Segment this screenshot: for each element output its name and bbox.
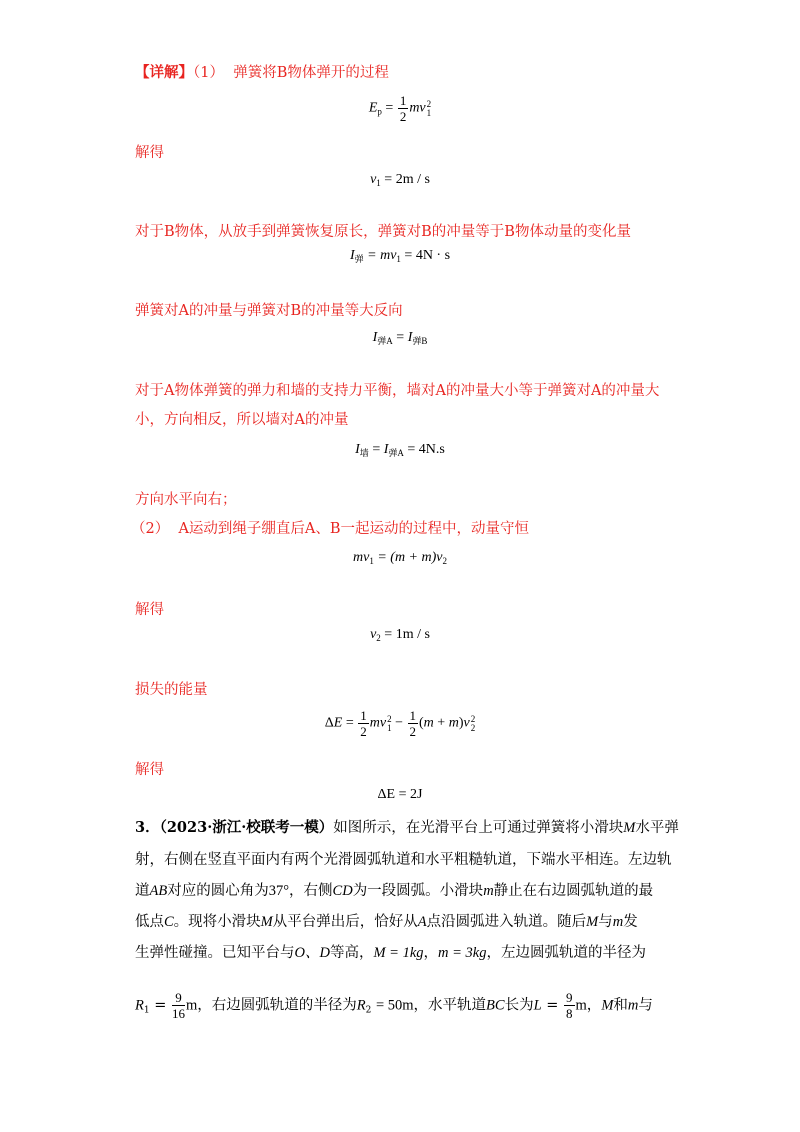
- eq1-sub: p: [377, 106, 382, 117]
- eq1-sub1: 1: [426, 107, 432, 118]
- eq1-frac-num: 1: [399, 93, 407, 108]
- p3-r1-sub: 1: [143, 1005, 150, 1016]
- part1-text: 弹簧将B物体弹开的过程: [233, 65, 389, 81]
- p3-l3a: 道: [135, 883, 150, 899]
- b-impulse-text: 对于B物体，从放手到弹簧恢复原长，弹簧对B的冲量等于B物体动量的变化量: [135, 224, 631, 240]
- p3-sym-M-2: M: [260, 914, 273, 930]
- eq6-lhs: mv: [353, 550, 370, 565]
- solution-heading: [135, 63, 389, 83]
- eq1-rhs: mv: [409, 100, 426, 116]
- p3-text1: 如图所示，在光滑平台上可通过弹簧将小滑块: [333, 820, 624, 836]
- wall-text-2: 小，方向相反，所以墙对A的冲量: [135, 412, 349, 428]
- part2-text: A运动到绳子绷直后A、B一起运动的过程中，动量守恒: [178, 521, 530, 537]
- eq5-sub-a: 弹A: [388, 448, 404, 458]
- eq2-sub: 1: [376, 178, 381, 188]
- p3-l-num: 9: [566, 990, 573, 1005]
- equation-delta-e-result: ΔE = 2J: [377, 787, 423, 802]
- detail-tag: 【详解】: [135, 64, 193, 81]
- eq3-sub1: 1: [396, 254, 401, 264]
- p3-r2: R: [356, 997, 366, 1014]
- p3-l6a: ，右边圆弧轨道的半径为: [197, 997, 357, 1014]
- p3-r1-num: 9: [172, 990, 185, 1006]
- p3-r2-sub: 2: [365, 1005, 372, 1016]
- p3-l4a: 低点: [135, 914, 164, 930]
- p3-l4b: 。现将小滑块: [173, 914, 261, 930]
- problem-source: （2023·浙江·校联考一模）: [159, 819, 334, 836]
- p3-sym-m-1: m: [483, 883, 494, 899]
- p3-l3c: ，右侧: [289, 883, 333, 899]
- eq6-sub1: 1: [369, 556, 374, 566]
- p3-r2-val: = 50m: [375, 997, 414, 1014]
- problem3-line4: [135, 912, 638, 932]
- p3-text1b: 水平弹: [635, 820, 679, 836]
- p3-l3b: 对应的圆心角为: [167, 883, 269, 899]
- eq1-fraction: [398, 93, 409, 124]
- eq3-mid: = mv: [367, 248, 397, 263]
- p3-r1-unit: m: [185, 997, 198, 1014]
- eq1-frac-den: 2: [399, 109, 407, 124]
- p3-eq-M: M = 1kg: [373, 945, 424, 961]
- eq3-sub: 弹: [354, 254, 364, 264]
- eq5-tail: = 4N.s: [407, 442, 445, 457]
- p3-sym-OD: O、D: [294, 945, 330, 961]
- eq8-sub2: 2: [470, 722, 476, 733]
- equation-v1: $v_1 = 2m / s$: [370, 172, 430, 188]
- eq7-rhs: = 1m / s: [384, 627, 430, 642]
- p3-l4f: 发: [623, 914, 638, 930]
- eq6-rhs: = (m + m)v: [377, 550, 443, 565]
- problem3-line3: [135, 881, 653, 901]
- eq8-frac2-num: 1: [409, 708, 416, 723]
- solve-word-2: 解得: [135, 602, 164, 618]
- eq7-sub: 2: [376, 633, 381, 643]
- p3-l6c: 长为: [504, 997, 534, 1014]
- eq2-rhs: = 2m / s: [384, 172, 430, 187]
- p3-l3d: 为一段圆弧。小滑块: [352, 883, 484, 899]
- equation-ep: $E_p$ = $\frac{1}{2}$ mv 2 1: [368, 93, 432, 124]
- eq8-sub1: 1: [387, 722, 392, 733]
- p3-r1-den: 16: [171, 1006, 185, 1021]
- eq8-sup1: 2: [387, 713, 392, 724]
- problem3-line1: [135, 818, 679, 838]
- p3-l4c: 从平台弹出后，恰好从: [272, 914, 418, 930]
- p3-l-frac: [564, 990, 575, 1021]
- eq8-frac-1: [358, 708, 369, 739]
- p3-l6d: 和: [613, 997, 628, 1014]
- eq1-lhs: E: [368, 100, 378, 116]
- problem3-line6: $R_1$ = $\frac{9}{16}$ m，右边圆弧轨道的半径为$R_2 = 50m$，水平轨道BC长为L = $\frac{9}{8}$ m，M和m与: [135, 990, 653, 1021]
- p3-sym-AB: AB: [149, 883, 168, 899]
- p3-l4d: 点沿圆弧进入轨道。随后: [426, 914, 587, 930]
- p3-l5a: 生弹性碰撞。已知平台与: [135, 945, 295, 961]
- problem-number: 3．: [135, 819, 160, 836]
- eq3-tail: = 4N · s: [404, 248, 451, 263]
- equal-impulse-text: 弹簧对A的冲量与弹簧对B的冲量等大反向: [135, 303, 403, 319]
- p3-l6e: 与: [638, 997, 653, 1014]
- p3-sym-CD: CD: [332, 883, 353, 899]
- eq8-frac-2: [408, 708, 419, 739]
- solve-word-3: 解得: [135, 762, 164, 778]
- p3-l3e: 静止在右边圆弧轨道的最: [493, 883, 654, 899]
- p3-r1-frac: [172, 990, 185, 1021]
- p3-sym-m-3: m: [627, 997, 639, 1014]
- equation-ia-ib: $I_{弹A} = I_{弹B}$: [372, 330, 428, 346]
- p3-sym-M-1: M: [623, 820, 636, 836]
- p3-sym-M-3: M: [586, 914, 599, 930]
- eq8-sup2: 2: [470, 713, 476, 724]
- equation-v2: $v_2 = 1m / s$: [370, 627, 430, 643]
- eq8-subsup-1: [387, 715, 392, 733]
- p3-l5b: 等高，: [329, 945, 374, 961]
- eq6-sub2: 2: [442, 556, 447, 566]
- eq1-sup: 2: [426, 98, 432, 109]
- eq4-sub-b: 弹B: [412, 336, 428, 346]
- eq1-subsup: [427, 100, 432, 118]
- equation-delta-e: ΔE = $\frac{1}{2}$ mv 2 1 − $\frac{1}{2}$ (m + m)v 2 2: [324, 708, 476, 739]
- eq8-frac2-den: 2: [409, 724, 416, 739]
- p3-l6b: ，水平轨道: [413, 997, 487, 1014]
- equation-i-spring: $I_弹 = mv_1 = 4N \cdot s$: [349, 248, 451, 264]
- p3-sym-m-2: m: [612, 914, 624, 930]
- problem3-line2: 射，右侧在竖直平面内有两个光滑圆弧轨道和水平粗糙轨道，下端水平相连。左边轨: [135, 852, 672, 868]
- solve-word-1: 解得: [135, 145, 164, 161]
- p3-sym-M-4: M: [601, 997, 614, 1014]
- p3-l4e: 与: [598, 914, 613, 930]
- part1-prefix: （1）: [193, 65, 224, 81]
- equation-momentum: [0, 550, 800, 566]
- p3-sym-C: C: [164, 914, 174, 930]
- eq8-subsup-2: [471, 715, 476, 733]
- eq4-sub-a: 弹A: [377, 336, 393, 346]
- p3-l5c: ，左边圆弧轨道的半径为: [486, 945, 646, 961]
- direction-text: 方向水平向右；: [135, 492, 237, 508]
- p3-sym-BC: BC: [486, 997, 505, 1014]
- wall-text-1: 对于A物体弹簧的弹力和墙的支持力平衡，墙对A的冲量大小等于弹簧对A的冲量大: [135, 383, 660, 399]
- energy-loss-text: 损失的能量: [135, 682, 208, 698]
- eq8-frac1-den: 2: [360, 724, 367, 739]
- part2-heading: [131, 519, 529, 539]
- p3-eq-m: m = 3kg: [438, 945, 487, 961]
- p3-l-unit: m，: [575, 997, 602, 1014]
- eq5-sub-wall: 墙: [359, 448, 369, 458]
- equation-i-wall: $I_墙 = I_{弹A} = 4N.s$: [355, 442, 445, 458]
- part2-prefix: （2）: [131, 521, 170, 537]
- p3-l-den: 8: [566, 1006, 573, 1021]
- p3-sym-angle: 37°: [268, 883, 290, 899]
- p3-sym-A: A: [417, 914, 427, 930]
- eq8-frac1-num: 1: [360, 708, 367, 723]
- problem3-line5: 生弹性碰撞。已知平台与O、D等高，M = 1kg，m = 3kg，左边圆弧轨道的半径为: [135, 945, 646, 961]
